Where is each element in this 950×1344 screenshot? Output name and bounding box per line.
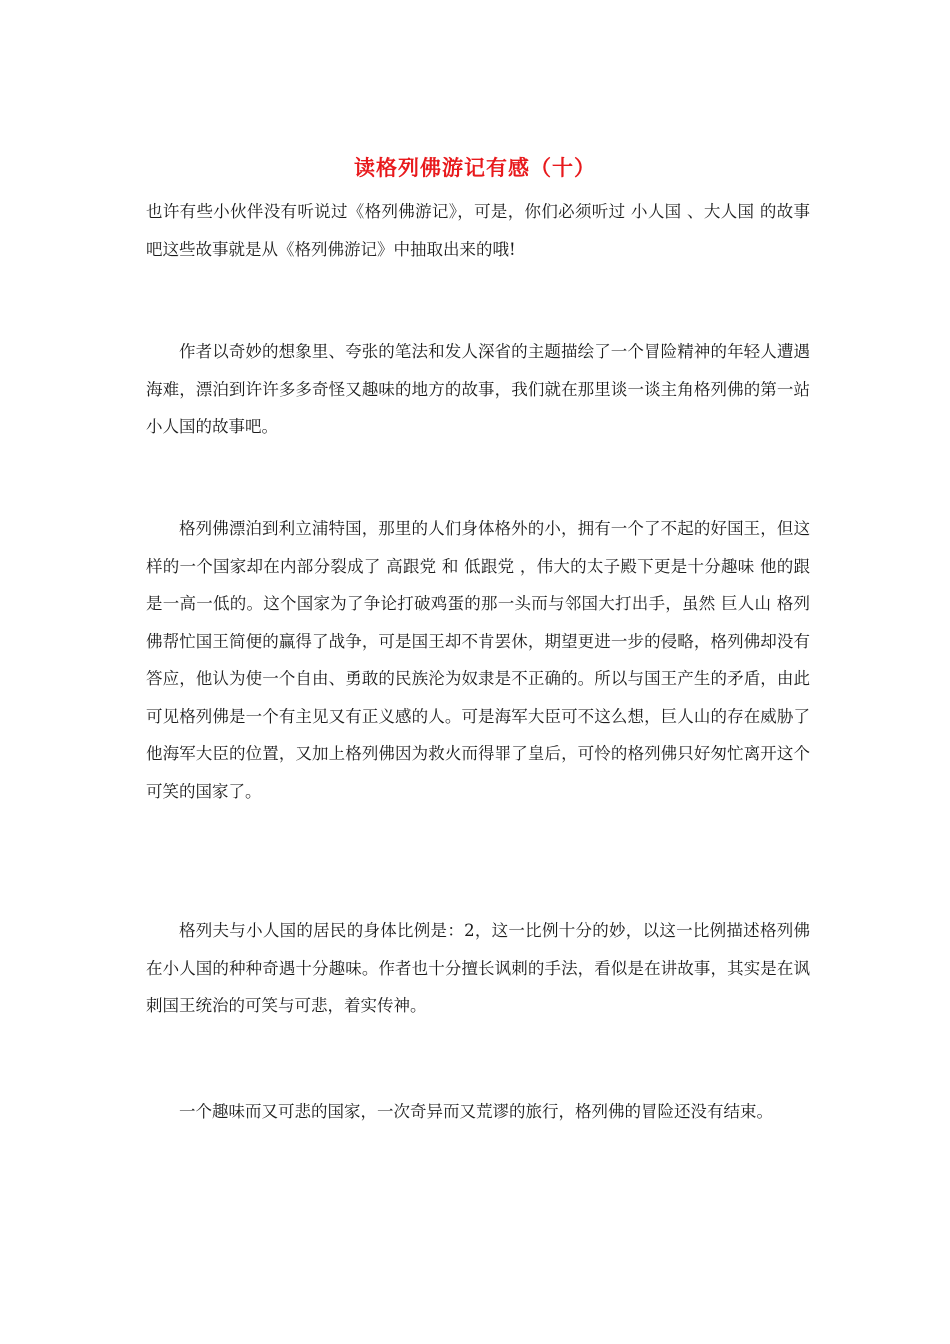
paragraph-intro: 也许有些小伙伴没有听说过《格列佛游记》，可是，你们必须听过 小人国 、大人国 的故事吧这些故事就是从《格列佛游记》中抽取出来的哦!	[146, 202, 810, 259]
paragraph-lilliput-story: 格列佛漂泊到利立浦特国，那里的人们身体格外的小，拥有一个了不起的好国王，但这样的一个国家却在内部分裂成了 高跟党 和 低跟党 ，伟大的太子殿下更是十分趣味 他的跟是一高一低的。这个国家为了争论打破鸡蛋的那一头而与邻国大打出手，虽然 巨人山 格列佛帮忙国王简便的赢得了战争，可是国王却不肯罢休，期望更进一步的侵略，格列佛却没有答应，他认为使一个自由、勇敢的民族沦为奴隶是不正确的。所以与国王产生的矛盾，由此可见格列佛是一个有主见又有正义感的人。可是海军大臣可不这么想，巨人山的存在威胁了他海军大臣的位置，又加上格列佛因为救火而得罪了皇后，可怜的格列佛只好匆忙离开这个可笑的国家了。	[146, 519, 810, 801]
document-title: 读格列佛游记有感（十）	[354, 155, 596, 180]
paragraph-conclusion: 一个趣味而又可悲的国家，一次奇异而又荒谬的旅行，格列佛的冒险还没有结束。	[179, 1102, 773, 1121]
paragraph-author-summary: 作者以奇妙的想象里、夸张的笔法和发人深省的主题描绘了一个冒险精神的年轻人遭遇海难，漂泊到许许多多奇怪又趣味的地方的故事，我们就在那里谈一谈主角格列佛的第一站 小人国的故事吧。	[146, 342, 810, 436]
paragraph-satire: 格列夫与小人国的居民的身体比例是：2，这一比例十分的妙，以这一比例描述格列佛在小人国的种种奇遇十分趣味。作者也十分擅长讽刺的手法，看似是在讲故事，其实是在讽刺国王统治的可笑与可悲，着实传神。	[146, 921, 810, 1015]
